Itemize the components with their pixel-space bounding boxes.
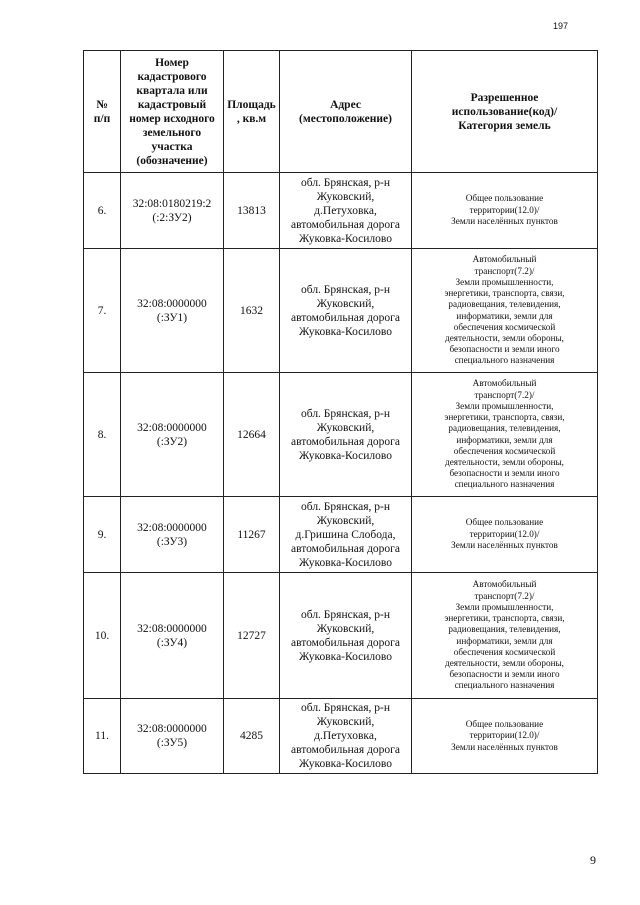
- row-category: [412, 249, 598, 373]
- text-line: обл. Брянская, р-н: [301, 176, 390, 189]
- row-cadastral: [121, 249, 224, 373]
- text-line: земельного: [142, 126, 202, 139]
- table-row: [84, 497, 598, 573]
- text-line: деятельности, земли обороны,: [445, 657, 564, 668]
- text-line: номер исходного: [129, 112, 215, 125]
- table-header-row: [84, 51, 598, 173]
- text-line: радиовещания, телевидения,: [448, 423, 561, 434]
- text-line: обл. Брянская, р-н: [301, 500, 390, 513]
- text-line: безопасности и земли иного: [449, 344, 560, 355]
- text-line: кадастрового: [137, 70, 207, 83]
- page-number-top: 197: [553, 21, 569, 31]
- text-line: Жуковский,: [316, 297, 375, 310]
- text-line: деятельности, земли обороны,: [445, 456, 564, 467]
- text-line: Земли населённых пунктов: [451, 540, 558, 551]
- row-address: [280, 573, 412, 699]
- row-category: [412, 699, 598, 774]
- row-area: 12727: [224, 573, 280, 699]
- header-address: [280, 51, 412, 173]
- text-line: транспорт(7.2)/: [474, 590, 535, 601]
- text-line: (:ЗУ3): [156, 535, 188, 548]
- row-area: 4285: [224, 699, 280, 774]
- text-line: территории(12.0)/: [469, 204, 540, 215]
- text-line: обл. Брянская, р-н: [301, 702, 390, 714]
- text-line: автомобильная дорога: [290, 218, 400, 231]
- text-line: территории(12.0)/: [469, 528, 540, 539]
- text-line: информатики, земли для: [456, 434, 553, 445]
- text-line: 32:08:0180219:2: [132, 197, 212, 210]
- text-line: Жуковский,: [316, 421, 375, 434]
- text-line: 32:08:0000000: [137, 421, 207, 434]
- text-line: обл. Брянская, р-н: [301, 608, 390, 621]
- row-address: [280, 249, 412, 373]
- text-line: Жуковка-Косилово: [298, 449, 392, 462]
- text-line: обеспечения космической: [453, 445, 556, 456]
- text-line: использование(код)/: [451, 105, 558, 118]
- text-line: радиовещания, телевидения,: [448, 299, 561, 310]
- text-line: участка: [151, 140, 193, 153]
- text-line: Площадь: [227, 98, 276, 111]
- row-number: 11.: [84, 699, 121, 774]
- row-cadastral: [121, 573, 224, 699]
- text-line: (обозначение): [136, 154, 208, 167]
- header-category: [412, 51, 598, 173]
- text-line: д.Петуховка,: [314, 730, 377, 742]
- text-line: транспорт(7.2)/: [474, 265, 535, 276]
- text-line: специального назначения: [454, 680, 555, 691]
- text-line: радиовещания, телевидения,: [448, 624, 561, 635]
- text-line: д.Гришина Слобода,: [295, 528, 396, 541]
- text-line: безопасности и земли иного: [449, 669, 560, 680]
- text-line: специального назначения: [454, 355, 555, 366]
- row-number: 10.: [84, 573, 121, 699]
- text-line: обл. Брянская, р-н: [301, 407, 390, 420]
- text-line: энергетики, транспорта, связи,: [444, 412, 565, 423]
- row-address: [280, 497, 412, 573]
- row-category: [412, 373, 598, 497]
- row-area: 13813: [224, 173, 280, 249]
- text-line: автомобильная дорога: [290, 311, 400, 324]
- text-line: Автомобильный: [472, 254, 537, 265]
- text-line: автомобильная дорога: [290, 636, 400, 649]
- text-line: (:2:ЗУ2): [152, 211, 192, 224]
- header-number: [84, 51, 121, 173]
- text-line: 32:08:0000000: [137, 622, 207, 635]
- row-address: [280, 699, 412, 774]
- row-number: 8.: [84, 373, 121, 497]
- text-line: 32:08:0000000: [137, 723, 207, 735]
- text-line: №: [96, 98, 108, 111]
- text-line: Адрес: [330, 98, 361, 111]
- text-line: (местоположение): [299, 112, 392, 125]
- text-line: (:ЗУ2): [156, 435, 188, 448]
- row-cadastral: [121, 497, 224, 573]
- text-line: Разрешенное: [470, 91, 539, 104]
- text-line: деятельности, земли обороны,: [445, 332, 564, 343]
- text-line: Жуковка-Косилово: [298, 650, 392, 663]
- text-line: п/п: [93, 112, 111, 125]
- text-line: Жуковский,: [316, 716, 375, 728]
- table-row: [84, 373, 598, 497]
- text-line: 32:08:0000000: [137, 297, 207, 310]
- table-row: [84, 573, 598, 699]
- row-cadastral: [121, 373, 224, 497]
- text-line: Земли населённых пунктов: [451, 216, 558, 227]
- text-line: обеспечения космической: [453, 646, 556, 657]
- text-line: Автомобильный: [472, 378, 537, 389]
- text-line: Земли промышленности,: [455, 601, 554, 612]
- text-line: Жуковка-Косилово: [298, 325, 392, 338]
- text-line: Жуковский,: [316, 622, 375, 635]
- text-line: Общее пользование: [465, 517, 544, 528]
- text-line: автомобильная дорога: [290, 542, 400, 555]
- text-line: Земли промышленности,: [455, 400, 554, 411]
- text-line: квартала или: [136, 84, 208, 97]
- text-line: энергетики, транспорта, связи,: [444, 613, 565, 624]
- table-row: [84, 173, 598, 249]
- row-area: 1632: [224, 249, 280, 373]
- text-line: энергетики, транспорта, связи,: [444, 288, 565, 299]
- text-line: Категория земель: [458, 119, 551, 132]
- text-line: безопасности и земли иного: [449, 468, 560, 479]
- page-number-bottom: 9: [590, 853, 596, 867]
- text-line: 32:08:0000000: [137, 521, 207, 534]
- text-line: (:ЗУ1): [156, 311, 188, 324]
- row-category: [412, 497, 598, 573]
- row-category: [412, 573, 598, 699]
- text-line: Автомобильный: [472, 579, 537, 590]
- text-line: Жуковский,: [316, 514, 375, 527]
- text-line: специального назначения: [454, 479, 555, 490]
- table-row: [84, 249, 598, 373]
- text-line: Жуковка-Косилово: [298, 758, 392, 770]
- text-line: Земли населённых пунктов: [451, 741, 558, 752]
- row-number: 7.: [84, 249, 121, 373]
- text-line: (:ЗУ5): [156, 737, 188, 749]
- text-line: обеспечения космической: [453, 321, 556, 332]
- text-line: д.Петуховка,: [314, 204, 377, 217]
- text-line: автомобильная дорога: [290, 744, 400, 756]
- text-line: информатики, земли для: [456, 310, 553, 321]
- text-line: кадастровый: [137, 98, 207, 111]
- table-row: [84, 699, 598, 774]
- text-line: Общее пользование: [465, 193, 544, 204]
- text-line: территории(12.0)/: [469, 730, 540, 741]
- row-cadastral: [121, 699, 224, 774]
- text-line: Номер: [155, 56, 189, 69]
- text-line: Общее пользование: [465, 718, 544, 729]
- row-area: 11267: [224, 497, 280, 573]
- text-line: транспорт(7.2)/: [474, 389, 535, 400]
- text-line: Жуковский,: [316, 190, 375, 203]
- text-line: обл. Брянская, р-н: [301, 283, 390, 296]
- text-line: автомобильная дорога: [290, 435, 400, 448]
- header-area: [224, 51, 280, 173]
- text-line: (:ЗУ4): [156, 636, 188, 649]
- row-number: 9.: [84, 497, 121, 573]
- row-category: [412, 173, 598, 249]
- row-address: [280, 173, 412, 249]
- land-plots-table: [83, 50, 598, 774]
- row-area: 12664: [224, 373, 280, 497]
- text-line: Земли промышленности,: [455, 276, 554, 287]
- text-line: Жуковка-Косилово: [298, 556, 392, 569]
- row-address: [280, 373, 412, 497]
- header-cadastral: [121, 51, 224, 173]
- row-cadastral: [121, 173, 224, 249]
- row-number: 6.: [84, 173, 121, 249]
- text-line: , кв.м: [236, 112, 267, 125]
- text-line: информатики, земли для: [456, 635, 553, 646]
- text-line: Жуковка-Косилово: [298, 232, 392, 245]
